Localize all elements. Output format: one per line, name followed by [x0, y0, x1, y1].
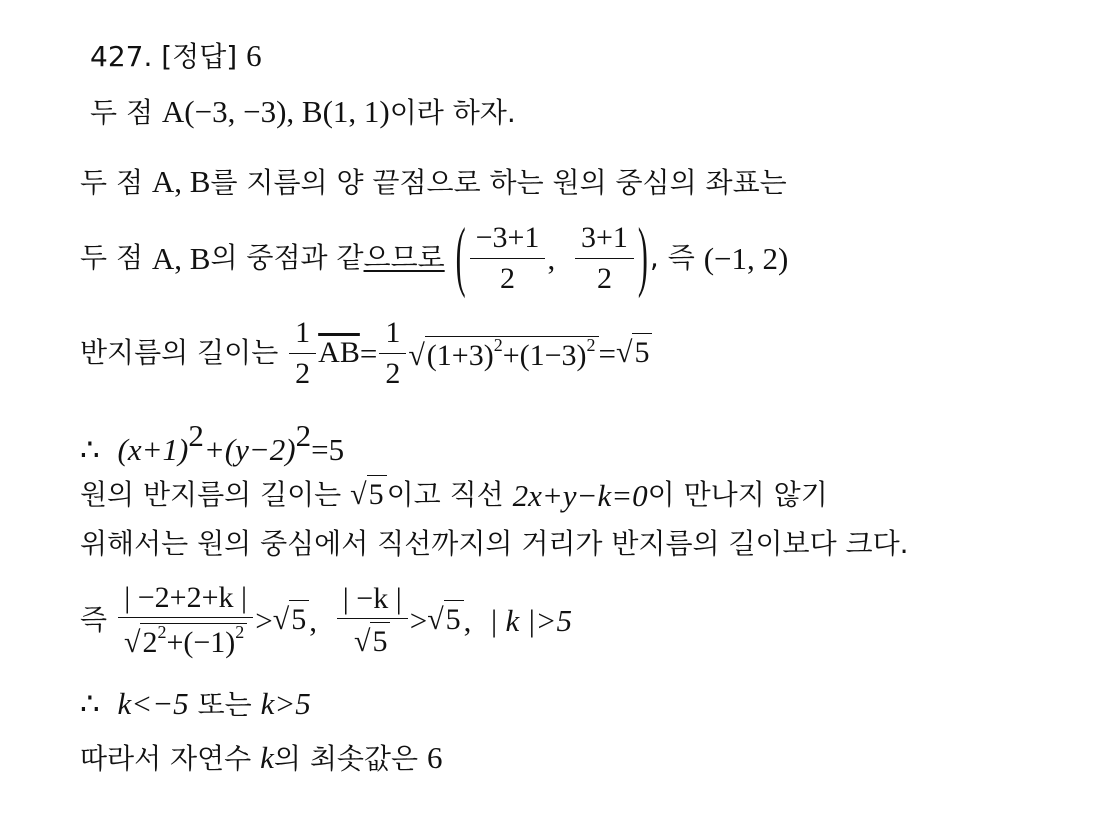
sqrt-five — [350, 480, 386, 510]
fraction-numerator: −3+1 — [470, 222, 546, 259]
half-fraction — [289, 317, 316, 389]
sqrt-distance — [408, 336, 598, 371]
therefore-symbol: ∴ — [80, 432, 100, 467]
line-6-a: 원의 반지름의 길이는 — [80, 478, 342, 511]
radical-sign: √ — [272, 603, 290, 636]
sqrt-five — [616, 338, 652, 368]
answer-value: 6 — [246, 38, 262, 73]
line-5 — [80, 420, 344, 465]
line-7-text: 위해서는 원의 중심에서 직선까지의 거리가 반지름의 길이보다 크다. — [80, 527, 909, 560]
greater-than: > — [409, 602, 428, 638]
exp: 2 — [295, 418, 312, 453]
problem-number: 427. — [90, 40, 153, 73]
fraction-denominator: 2 — [385, 356, 401, 390]
fraction-numerator: | −k | — [337, 583, 408, 620]
eq-part-b: +(y−2) — [203, 432, 296, 467]
equals: = — [598, 335, 617, 371]
fraction-numerator: 1 — [289, 317, 316, 354]
comma: , — [547, 240, 556, 276]
line-10-b: 의 최솟값은 — [273, 742, 419, 775]
line-3 — [80, 213, 789, 300]
line-9 — [80, 688, 311, 719]
fraction-denominator — [348, 619, 396, 657]
line-1-suffix: 이라 하자. — [389, 96, 516, 129]
line-6-b: 이고 직선 — [386, 478, 504, 511]
line-3-points: A, B — [151, 240, 211, 276]
sqrt-five — [273, 605, 309, 635]
midpoint-y-fraction — [575, 222, 634, 294]
line-2 — [80, 166, 787, 197]
line-8 — [80, 578, 572, 662]
line-7 — [80, 527, 909, 560]
midpoint-x-fraction — [470, 222, 546, 294]
eq-part-c: =5 — [311, 432, 345, 467]
radicand: 5 — [370, 622, 390, 658]
radical-sign: √ — [427, 603, 444, 636]
line-1-prefix: 두 점 — [90, 96, 153, 129]
line-3-underlined: 으므로 — [363, 241, 445, 274]
therefore-symbol: ∴ — [80, 686, 100, 721]
line-3-a: 두 점 — [80, 241, 143, 274]
line-6 — [80, 475, 828, 515]
radicand-b: +(−1) — [166, 625, 236, 659]
exp: 2 — [235, 621, 245, 642]
k-fraction — [337, 583, 408, 657]
comma: , — [463, 602, 472, 638]
fraction-numerator: 3+1 — [575, 222, 634, 259]
distance-fraction — [118, 582, 253, 658]
radical-sign: √ — [350, 478, 367, 511]
radical-sign: √ — [616, 336, 633, 369]
problem-header — [90, 40, 262, 71]
center-coordinate: (−1, 2) — [703, 240, 789, 276]
line-4 — [80, 315, 652, 391]
inequality-a: k<−5 — [117, 686, 189, 721]
final-answer: 6 — [426, 740, 443, 775]
line-2-a: 두 점 — [80, 166, 143, 199]
greater-than: > — [255, 602, 273, 638]
fraction-numerator: | −2+2+k | — [118, 582, 253, 619]
line-equation: 2x+y−k=0 — [512, 477, 648, 513]
line-6-c: 이 만나지 않기 — [647, 478, 828, 511]
sqrt-denominator — [124, 623, 247, 659]
exp: 2 — [188, 418, 204, 453]
line-4-a: 반지름의 길이는 — [80, 336, 279, 369]
sqrt-five — [427, 605, 463, 635]
radicand: 5 — [367, 475, 387, 511]
paren-right: ) — [637, 213, 648, 300]
exp: 2 — [157, 621, 167, 642]
answer-label: [정답] — [161, 40, 238, 73]
line-3-c: 의 중점과 같 — [210, 241, 364, 274]
radicand — [425, 336, 599, 372]
radicand: 5 — [289, 600, 309, 636]
exp: 2 — [493, 334, 503, 355]
radicand: 5 — [632, 333, 652, 369]
radicand-b: +(1−3) — [502, 338, 587, 372]
eq-part-a: (x+1) — [117, 432, 189, 467]
variable-k: k — [260, 740, 274, 775]
or-word: 또는 — [197, 688, 252, 721]
fraction-denominator: 2 — [596, 261, 612, 295]
comma: , — [309, 602, 317, 638]
half-fraction-2 — [379, 317, 406, 389]
line-2-c: 를 지름의 양 끝점으로 하는 원의 중심의 좌표는 — [210, 166, 787, 199]
radical-sign: √ — [408, 338, 425, 372]
line-10-a: 따라서 자연수 — [80, 742, 252, 775]
line-8-a: 즉 — [80, 603, 108, 636]
line-10 — [80, 742, 442, 773]
fraction-denominator: 2 — [295, 356, 311, 390]
radicand-a: (1+3) — [426, 338, 494, 372]
radical-sign: √ — [354, 624, 371, 658]
exp: 2 — [586, 334, 596, 355]
radicand-a: 2 — [142, 625, 158, 659]
fraction-numerator: 1 — [379, 317, 406, 354]
segment-ab: $\overline{AB}$ — [318, 336, 360, 369]
radicand: 5 — [444, 600, 464, 636]
line-1-points: A(−3, −3), B(1, 1) — [161, 94, 390, 129]
line-2-points: A, B — [151, 164, 211, 199]
equals: = — [359, 335, 378, 371]
fraction-denominator: 2 — [500, 261, 516, 295]
sqrt-five — [354, 626, 390, 658]
line-3-d: , 즉 — [649, 241, 695, 274]
inequality-b: k>5 — [260, 686, 311, 721]
abs-inequality: | k |>5 — [489, 602, 572, 638]
radical-sign: √ — [123, 625, 141, 659]
line-1 — [90, 96, 516, 127]
paren-left: ( — [455, 213, 466, 300]
fraction-denominator — [118, 618, 253, 658]
radicand — [140, 623, 247, 659]
